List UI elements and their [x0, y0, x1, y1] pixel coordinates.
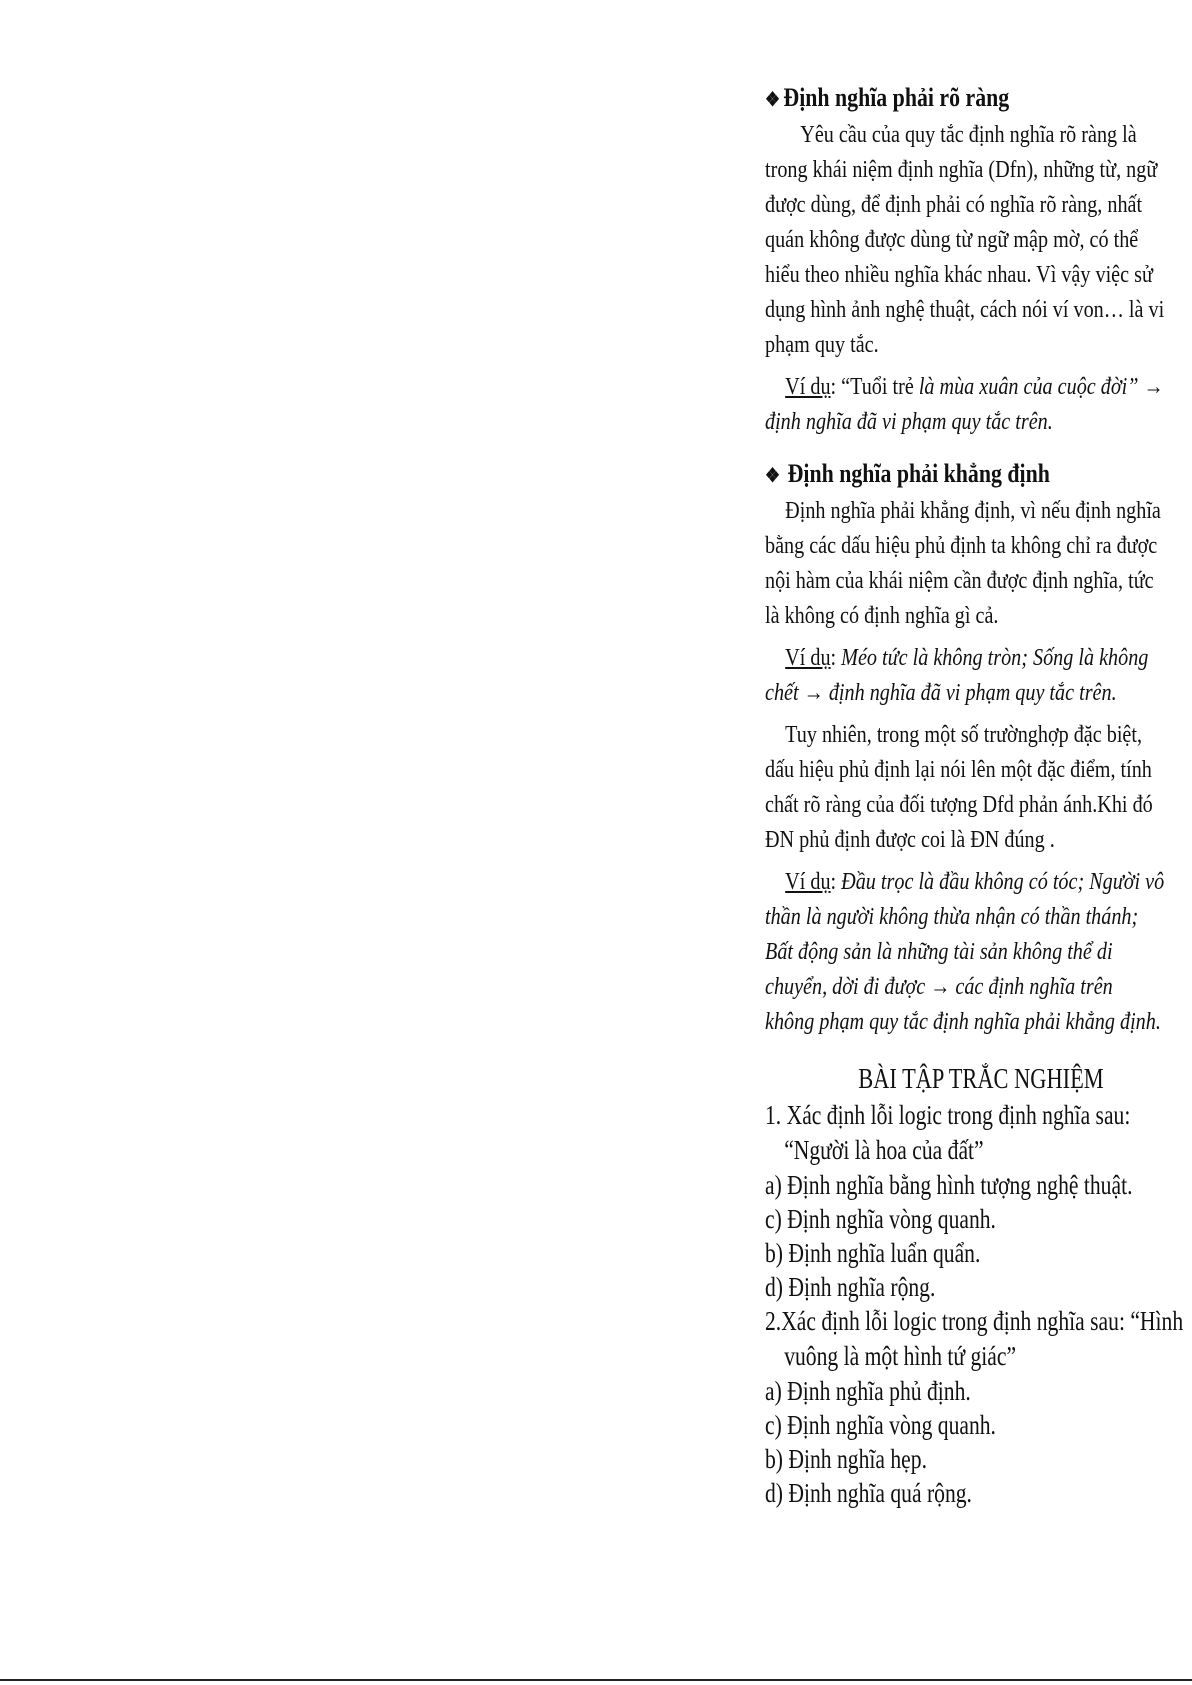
diamond-bullet-icon: ❖ [765, 465, 785, 487]
quiz-option: c) Định nghĩa vòng quanh. [765, 1410, 996, 1440]
quiz-question-1: 1. Xác định lỗi logic trong định nghĩa sau: “Người là hoa của đất” [765, 1100, 1131, 1165]
section-2-heading: ❖ Định nghĩa phải khẳng định [765, 459, 1050, 488]
example-label: Ví dụ [785, 645, 831, 671]
quiz-option: d) Định nghĩa rộng. [765, 1272, 936, 1302]
example-text: Méo tức là không tròn; Sống là không chết → định nghĩa đã vi phạm quy tắc trên. [765, 645, 1149, 706]
quiz-option: a) Định nghĩa phủ định. [765, 1376, 971, 1406]
quiz-option: c) Định nghĩa vòng quanh. [765, 1204, 996, 1234]
quiz-block [765, 1062, 1192, 1510]
example-text: Đầu trọc là đầu không có tóc; Người vô thần là người không thừa nhận có thần thánh; Bất động sản là những tài sản không thể di chuyển, dời đi được → các định nghĩa trên không phạm quy tắc định nghĩa phải khẳng định. [765, 869, 1165, 1035]
section-1-heading: ❖ Định nghĩa phải rõ ràng [765, 83, 1010, 112]
quiz-option: a) Định nghĩa bằng hình tượng nghệ thuật. [765, 1170, 1133, 1200]
theory-block [765, 80, 1165, 1040]
example-text: là mùa xuân của cuộc đời” → định nghĩa đã vi phạm quy tắc trên. [765, 374, 1164, 435]
section-2-example-1: Ví dụ: Méo tức là không tròn; Sống là không chết → định nghĩa đã vi phạm quy tắc trên. [765, 645, 1149, 706]
quiz-question-2: 2.Xác định lỗi logic trong định nghĩa sau: “Hình vuông là một hình tứ giác” [765, 1306, 1184, 1371]
quiz-option: b) Định nghĩa luẩn quẩn. [765, 1238, 981, 1268]
section-2-example-2: Ví dụ: Đầu trọc là đầu không có tóc; Người vô thần là người không thừa nhận có thần thánh; Bất động sản là những tài sản không thể di chuyển, dời đi được → các định nghĩa trên không phạm quy tắc định nghĩa phải khẳng định. [765, 869, 1165, 1035]
example-label: Ví dụ [785, 869, 831, 895]
section-2-body: Định nghĩa phải khẳng định, vì nếu định nghĩa bằng các dấu hiệu phủ định ta không chỉ ra được nội hàm của khái niệm cần được định nghĩa, tức là không có định nghĩa gì cả. [765, 498, 1161, 629]
quiz-option: d) Định nghĩa quá rộng. [765, 1478, 972, 1508]
section-1-example [765, 370, 1165, 440]
diamond-bullet-icon: ❖ [765, 89, 781, 111]
example-label: Ví dụ [785, 374, 831, 400]
quiz-title: BÀI TẬP TRẮC NGHIỆM [858, 1064, 1104, 1095]
quiz-option: b) Định nghĩa hẹp. [765, 1444, 927, 1474]
text-column [765, 80, 1185, 1510]
section-2-body-2: Tuy nhiên, trong một số trườnghợp đặc biệt, dấu hiệu phủ định lại nói lên một đặc điểm, tính chất rõ ràng của đối tượng Dfd phản ánh.Khi đó ĐN phủ định được coi là ĐN đúng . [765, 722, 1153, 853]
example-lead: : “Tuổi trẻ [830, 374, 919, 400]
section-1-body: Yêu cầu của quy tắc định nghĩa rõ ràng là trong khái niệm định nghĩa (Dfn), những từ, ngữ được dùng, để định phải có nghĩa rõ ràng, nhất quán không được dùng từ ngữ mập mờ, có thể hiểu theo nhiều nghĩa khác nhau. Vì vậy việc sử dụng hình ảnh nghệ thuật, cách nói ví von… là vi phạm quy tắc. [765, 122, 1165, 358]
page-bottom-rule [0, 1679, 1192, 1681]
